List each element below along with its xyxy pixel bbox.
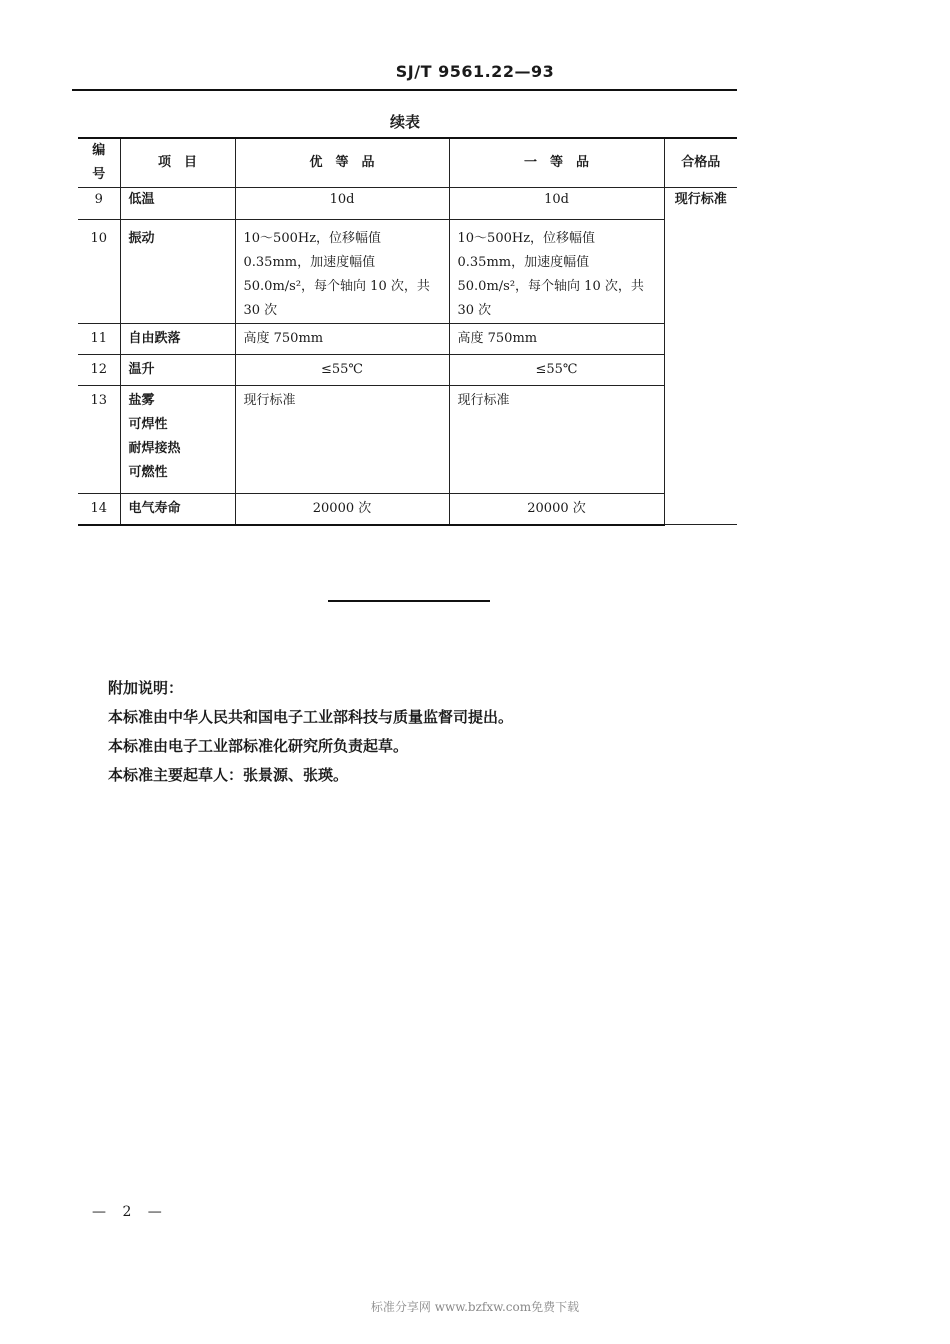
row-first-grade-value: 10～500Hz，位移幅值 0.35mm，加速度幅值 50.0m/s²，每个轴向 10 次，共 30 次	[449, 220, 664, 324]
row-item: 温升	[120, 355, 235, 386]
row-item-list	[120, 386, 235, 494]
row-number: 13	[78, 386, 120, 494]
col-header-number: 编号	[78, 138, 120, 188]
notes-line: 本标准主要起草人：张景源、张瑛。	[108, 766, 349, 784]
page-number: — 2 —	[92, 1204, 168, 1220]
notes-line: 本标准由电子工业部标准化研究所负责起草。	[108, 737, 409, 755]
notes-line: 本标准由中华人民共和国电子工业部科技与质量监督司提出。	[108, 708, 514, 726]
table-header-row	[78, 138, 737, 188]
table-row	[78, 220, 737, 324]
row-superior-value: 10～500Hz，位移幅值 0.35mm，加速度幅值 50.0m/s²，每个轴向 10 次，共 30 次	[235, 220, 449, 324]
row-number: 11	[78, 324, 120, 355]
col-header-item: 项 目	[120, 138, 235, 188]
row-item: 耐焊接热	[128, 441, 181, 456]
row-item: 低温	[120, 188, 235, 220]
row-item: 可焊性	[128, 417, 168, 432]
additional-notes	[108, 674, 513, 790]
row-item: 自由跌落	[120, 324, 235, 355]
row-first-grade-value: ≤55℃	[449, 355, 664, 386]
table-caption: 续表	[389, 113, 420, 131]
table-row	[78, 386, 737, 494]
row-superior-value: 20000 次	[235, 494, 449, 525]
standard-code-header: SJ/T 9561.22—93	[395, 62, 555, 81]
row-item: 振动	[120, 220, 235, 324]
col-header-superior: 优 等 品	[235, 138, 449, 188]
col-header-qualified: 合格品	[664, 138, 737, 188]
row-superior-value: ≤55℃	[235, 355, 449, 386]
row-number: 12	[78, 355, 120, 386]
row-first-grade-value: 高度 750mm	[449, 324, 664, 355]
header-rule	[72, 89, 737, 91]
spec-table	[78, 137, 737, 526]
table-row	[78, 494, 737, 525]
row-item: 电气寿命	[120, 494, 235, 525]
qualified-merged-cell: 现行标准	[664, 188, 737, 525]
table-row	[78, 188, 737, 220]
notes-title: 附加说明：	[108, 679, 184, 697]
row-item: 可燃性	[128, 465, 168, 480]
table-row	[78, 355, 737, 386]
row-superior-value: 10d	[235, 188, 449, 220]
col-header-first-grade: 一 等 品	[449, 138, 664, 188]
row-item: 盐雾	[128, 393, 155, 408]
row-superior-value: 现行标准	[235, 386, 449, 494]
watermark: 标准分享网 www.bzfxw.com免费下载	[370, 1300, 580, 1314]
row-first-grade-value: 10d	[449, 188, 664, 220]
row-number: 14	[78, 494, 120, 525]
end-rule	[328, 600, 490, 602]
row-number: 9	[78, 188, 120, 220]
row-superior-value: 高度 750mm	[235, 324, 449, 355]
row-number: 10	[78, 220, 120, 324]
row-first-grade-value: 20000 次	[449, 494, 664, 525]
row-first-grade-value: 现行标准	[449, 386, 664, 494]
table-row	[78, 324, 737, 355]
